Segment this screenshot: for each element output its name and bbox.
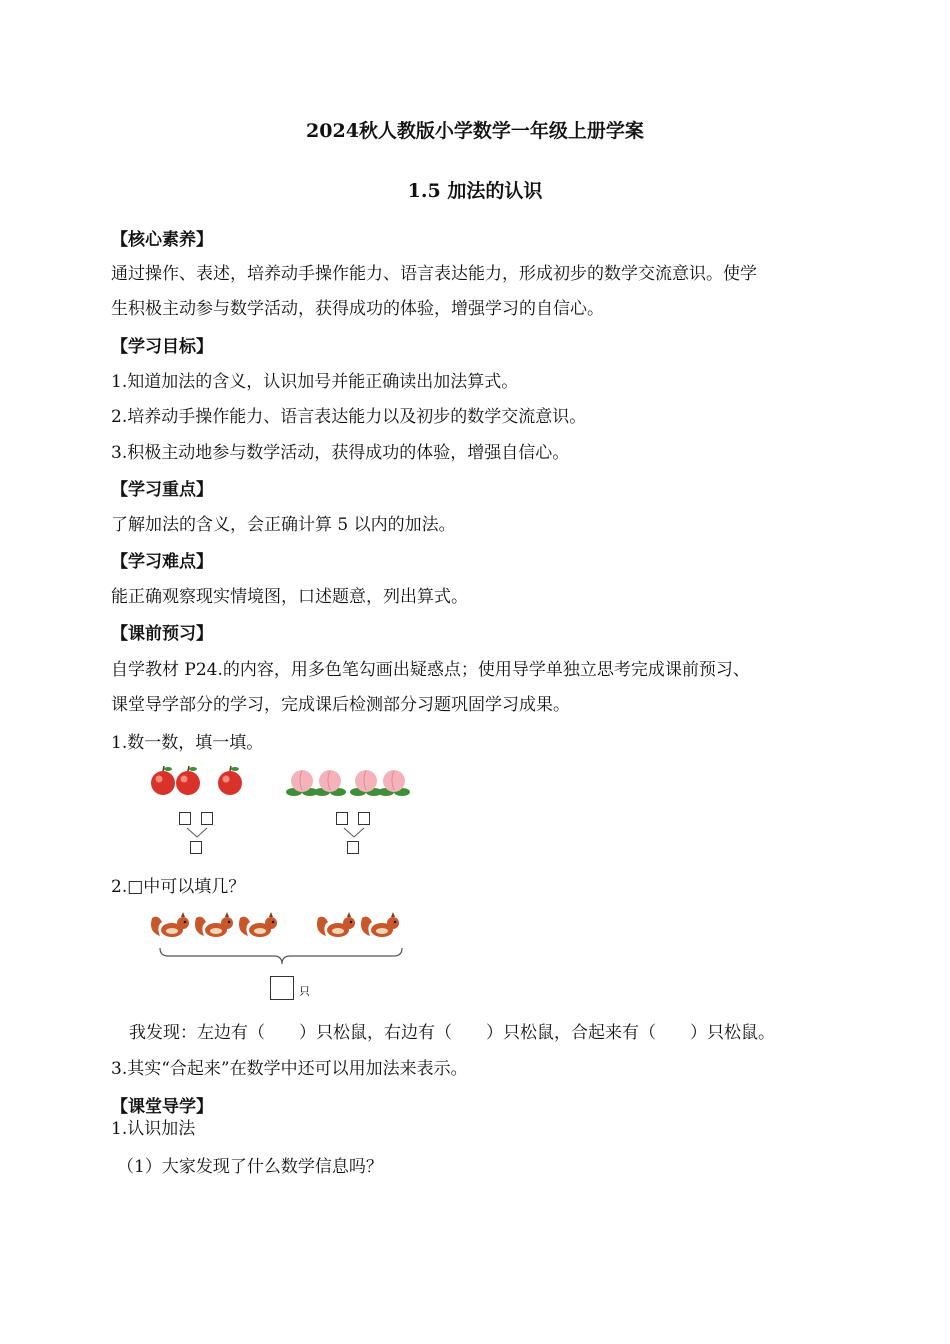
peaches-illustration	[286, 764, 414, 798]
difficulty-heading: 【学习难点】	[111, 552, 213, 572]
core-text-line1: 通过操作、表述，培养动手操作能力、语言表达能力，形成初步的数学交流意识。使学	[111, 264, 757, 284]
difficulty-text: 能正确观察现实情境图，口述题意，列出算式。	[111, 587, 468, 607]
goal-item-1: 1.知道加法的含义，认识加号并能正确读出加法算式。	[111, 372, 519, 392]
lesson-title: 1.5 加法的认识	[407, 180, 543, 202]
goal-item-2: 2.培养动手操作能力、语言表达能力以及初步的数学交流意识。	[111, 407, 587, 427]
apple-icon	[176, 766, 200, 795]
peach-icon	[286, 770, 318, 796]
question-2: 2.□中可以填几？	[111, 877, 246, 897]
composition-connector	[185, 826, 209, 840]
guide-heading: 【课堂导学】	[111, 1097, 213, 1117]
peach-part-box-2[interactable]	[358, 812, 370, 825]
squirrel-icon	[361, 912, 399, 937]
squirrel-icon	[317, 912, 355, 937]
preview-heading: 【课前预习】	[111, 624, 213, 644]
peach-icon	[314, 770, 346, 796]
squirrel-unit-label: 只	[299, 985, 310, 998]
guide-item-1: 1.认识加法	[111, 1119, 196, 1139]
question-3: 3.其实“合起来”在数学中还可以用加法来表示。	[111, 1059, 468, 1079]
squirrel-icon	[195, 912, 233, 937]
preview-text-line1: 自学教材 P24.的内容，用多色笔勾画出疑惑点；使用导学单独立思考完成课前预习、	[111, 660, 750, 680]
observation-text: 我发现：左边有（ ）只松鼠，右边有（ ）只松鼠，合起来有（ ）只松鼠。	[129, 1023, 775, 1043]
question-1: 1.数一数，填一填。	[111, 733, 264, 753]
composition-connector	[342, 826, 366, 840]
apple-part-box-1[interactable]	[179, 812, 191, 825]
peach-total-box[interactable]	[347, 841, 359, 854]
squirrel-icon	[151, 912, 189, 937]
peach-icon	[378, 770, 410, 796]
core-heading: 【核心素养】	[111, 230, 213, 250]
peach-part-box-1[interactable]	[336, 812, 348, 825]
key-heading: 【学习重点】	[111, 480, 213, 500]
apple-icon	[218, 766, 242, 795]
peach-icon	[350, 770, 382, 796]
document-title: 2024秋人教版小学数学一年级上册学案	[306, 120, 644, 142]
goal-item-3: 3.积极主动地参与数学活动，获得成功的体验，增强自信心。	[111, 443, 570, 463]
squirrel-total-box[interactable]	[270, 976, 294, 1000]
apple-part-box-2[interactable]	[201, 812, 213, 825]
goals-heading: 【学习目标】	[111, 337, 213, 357]
apples-illustration	[148, 764, 248, 798]
apple-total-box[interactable]	[190, 841, 202, 854]
core-text-line2: 生积极主动参与数学活动，获得成功的体验，增强学习的自信心。	[111, 299, 604, 319]
guide-item-1-sub: （1）大家发现了什么数学信息吗？	[117, 1157, 383, 1177]
squirrel-icon	[239, 912, 277, 937]
apple-icon	[151, 766, 175, 795]
key-text: 了解加法的含义，会正确计算 5 以内的加法。	[111, 515, 456, 535]
preview-text-line2: 课堂导学部分的学习，完成课后检测部分习题巩固学习成果。	[111, 695, 570, 715]
